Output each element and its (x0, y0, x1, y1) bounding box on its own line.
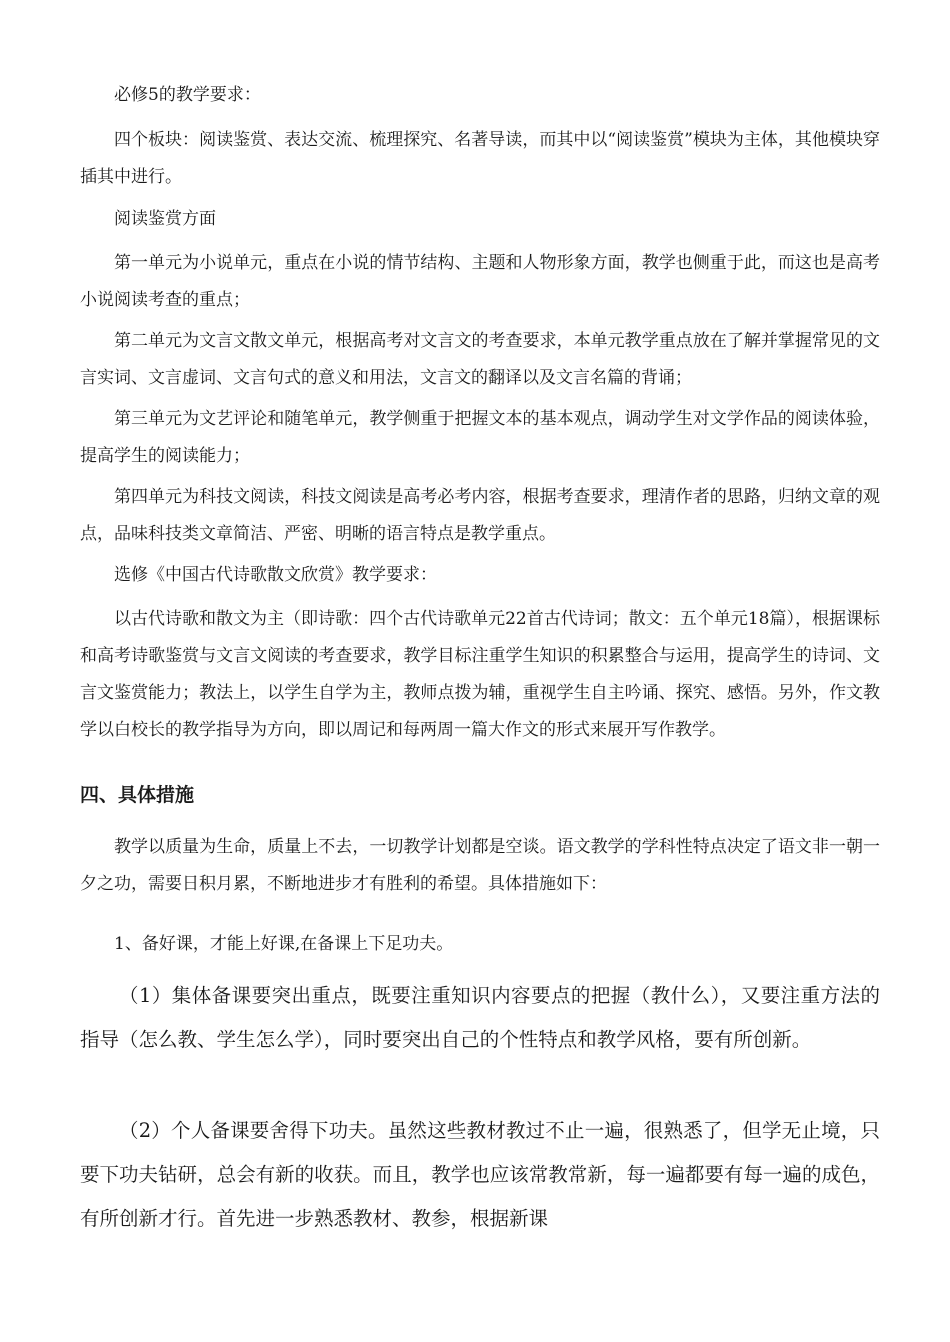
paragraph-four-modules: 四个板块：阅读鉴赏、表达交流、梳理探究、名著导读，而其中以“阅读鉴赏”模块为主体，其他模块穿插其中进行。 (80, 130, 880, 187)
section-heading-measures: 四、具体措施 (80, 784, 195, 806)
paragraph-measures-intro: 教学以质量为生命，质量上不去，一切教学计划都是空谈。语文教学的学科性特点决定了语文非一朝一夕之功，需要日积月累，不断地进步才有胜利的希望。具体措施如下： (80, 837, 880, 894)
paragraph-compulsory5-title: 必修5的教学要求： (114, 85, 261, 105)
paragraph-measure-1-2: （2）个人备课要舍得下功夫。虽然这些教材教过不止一遍，很熟悉了，但学无止境，只要下功夫钻研，总会有新的收获。而且，教学也应该常教常新，每一遍都要有每一遍的成色，有所创新才行。首先进一步熟悉教材、教参，根据新课 (80, 1119, 880, 1230)
paragraph-reading-appreciation: 阅读鉴赏方面 (114, 209, 216, 229)
paragraph-unit-two: 第二单元为文言文散文单元，根据高考对文言文的考查要求，本单元教学重点放在了解并掌握常见的文言实词、文言虚词、文言句式的意义和用法，文言文的翻译以及文言名篇的背诵； (80, 331, 880, 388)
paragraph-unit-one: 第一单元为小说单元，重点在小说的情节结构、主题和人物形象方面，教学也侧重于此，而这也是高考小说阅读考查的重点； (80, 253, 880, 310)
paragraph-elective-content: 以古代诗歌和散文为主（即诗歌：四个古代诗歌单元22首古代诗词；散文：五个单元18篇），根据课标和高考诗歌鉴赏与文言文阅读的考查要求，教学目标注重学生知识的积累整合与运用，提高学生的诗词、文言文鉴赏能力；教法上，以学生自学为主，教师点拨为辅，重视学生自主吟诵、探究、感悟。另外，作文教学以白校长的教学指导为方向，即以周记和每两周一篇大作文的形式来展开写作教学。 (80, 609, 880, 740)
paragraph-measure-1-1: （1）集体备课要突出重点，既要注重知识内容要点的把握（教什么），又要注重方法的指导（怎么教、学生怎么学），同时要突出自己的个性特点和教学风格，要有所创新。 (80, 984, 880, 1051)
paragraph-unit-three: 第三单元为文艺评论和随笔单元，教学侧重于把握文本的基本观点，调动学生对文学作品的阅读体验，提高学生的阅读能力； (80, 409, 880, 466)
paragraph-elective-title: 选修《中国古代诗歌散文欣赏》教学要求： (114, 565, 437, 585)
paragraph-measure-1: 1、备好课，才能上好课,在备课上下足功夫。 (114, 934, 454, 954)
paragraph-unit-four: 第四单元为科技文阅读，科技文阅读是高考必考内容，根据考查要求，理清作者的思路，归纳文章的观点，品味科技类文章简洁、严密、明晰的语言特点是教学重点。 (80, 487, 880, 544)
